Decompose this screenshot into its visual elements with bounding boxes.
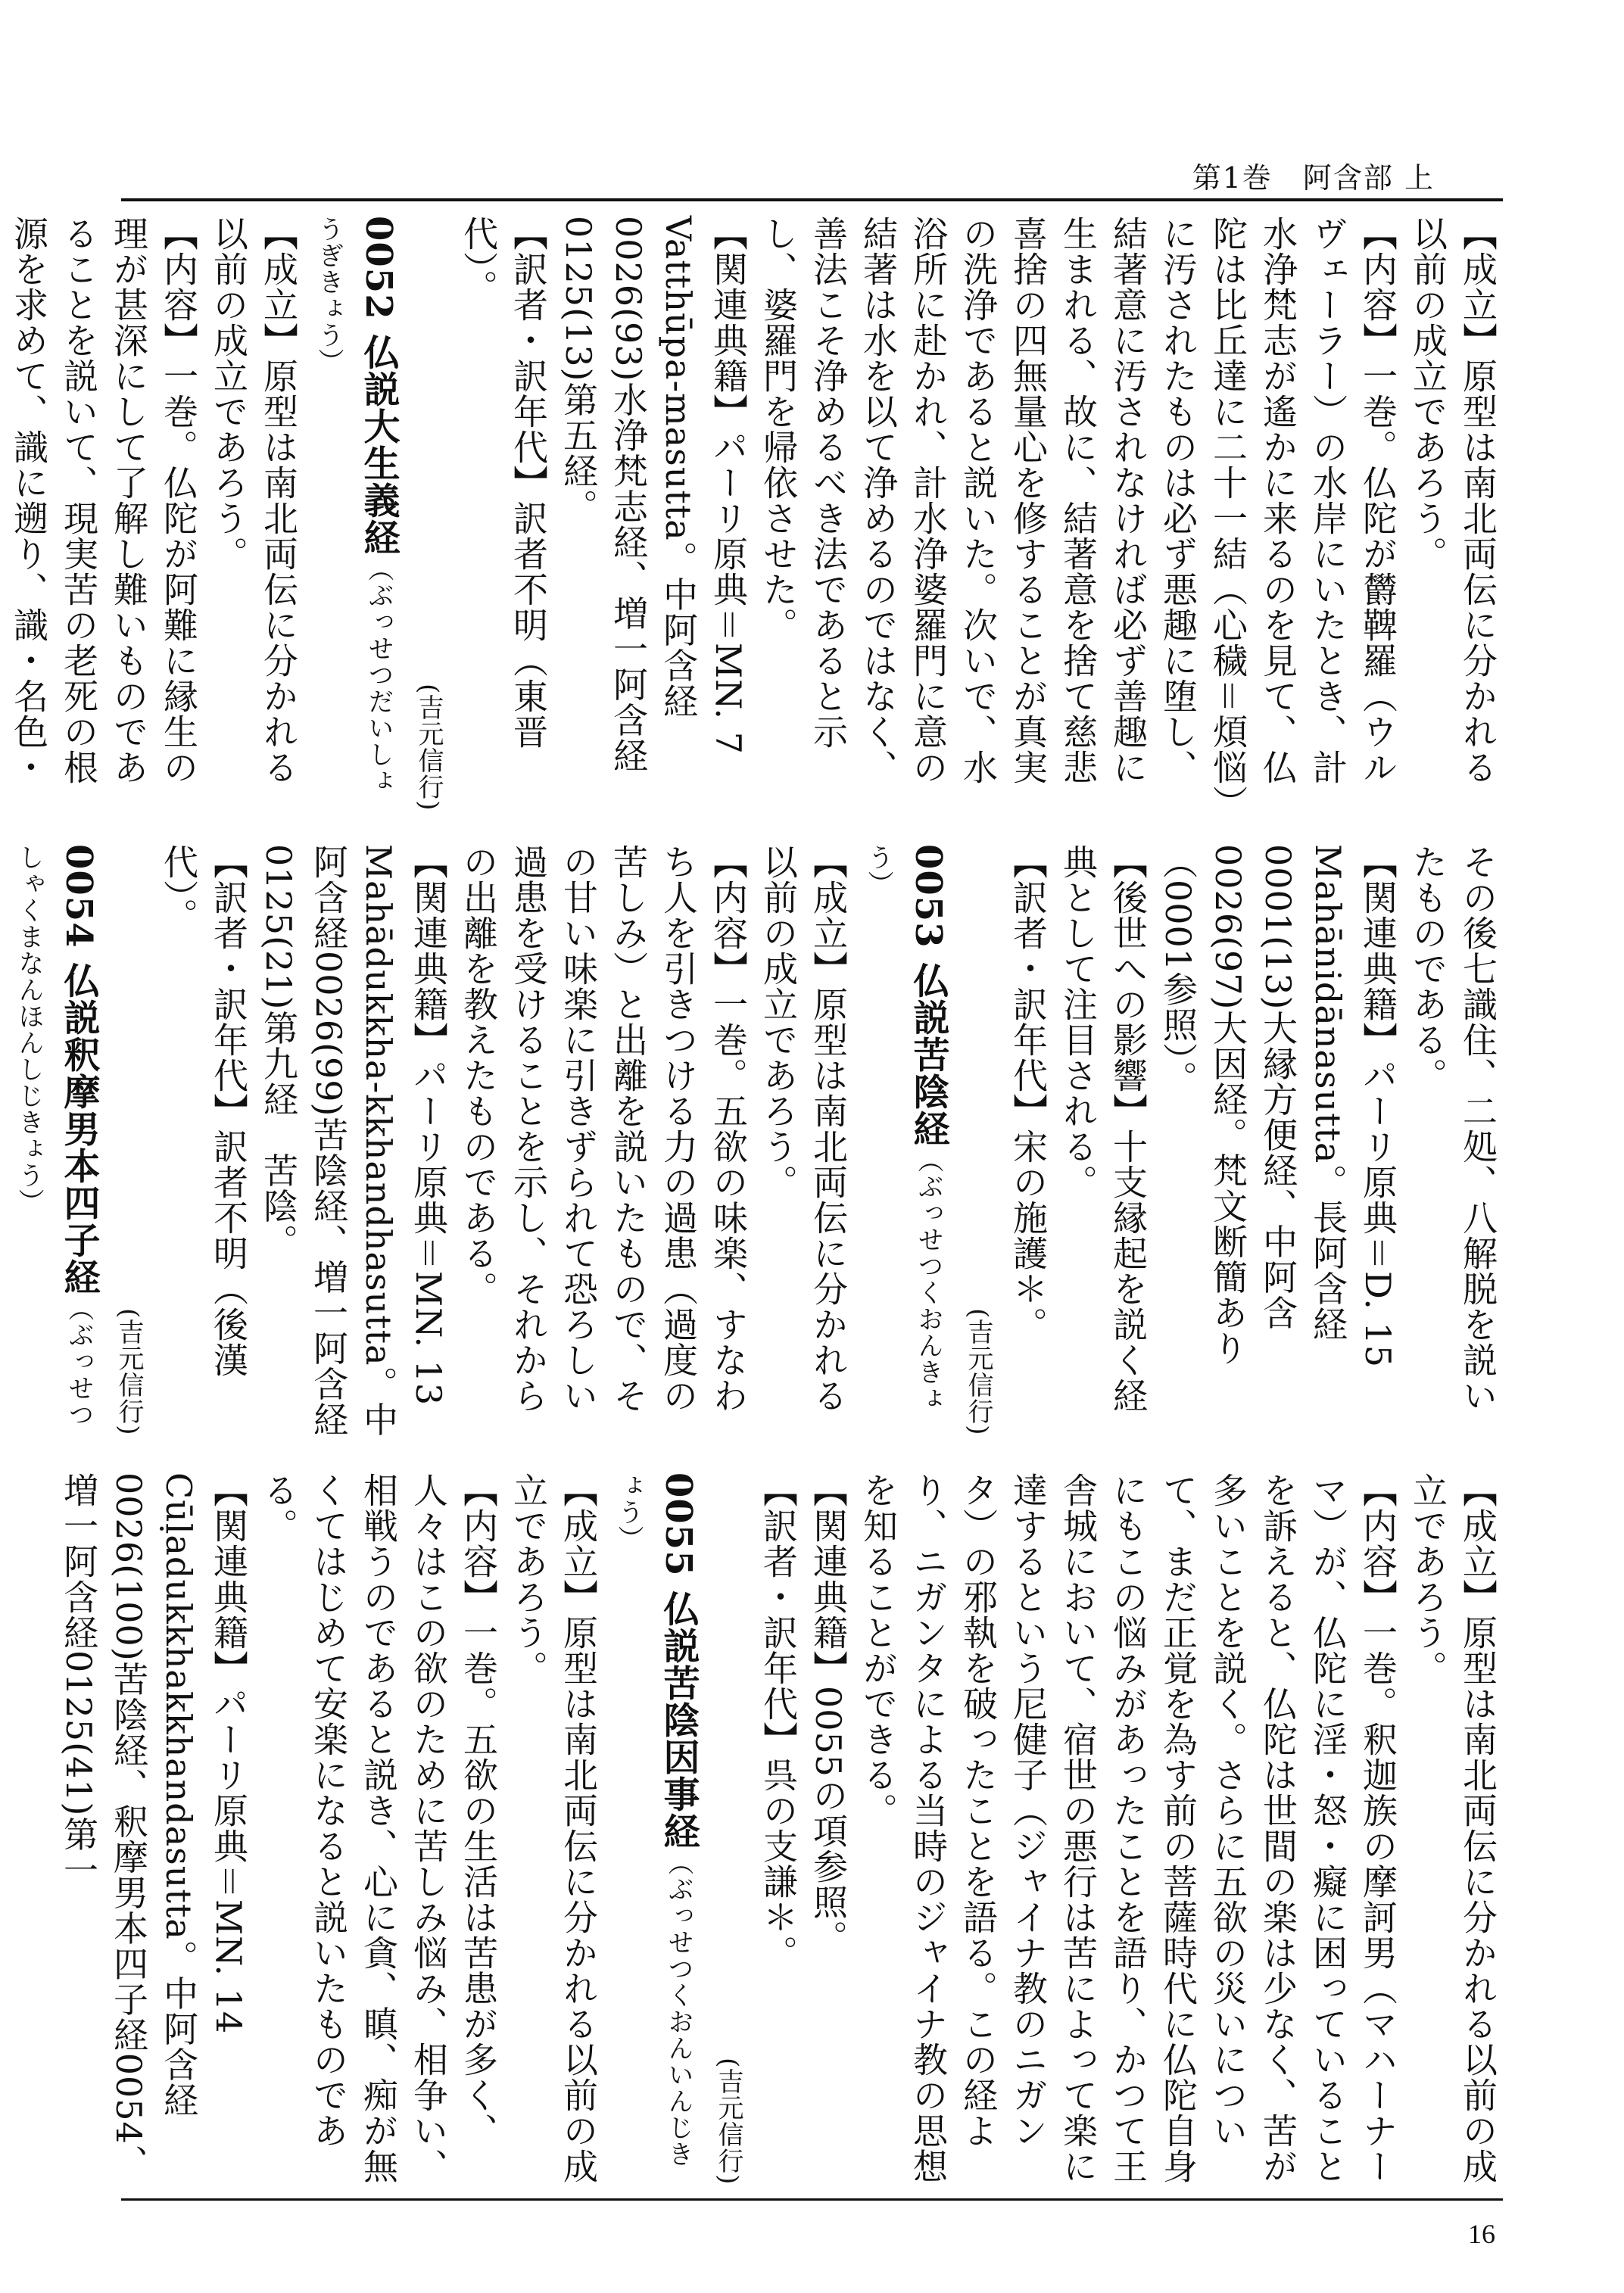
paragraph: 【内容】一巻。五欲の生活は苦患が多く、人々はこの欲のために苦しみ悩み、相争い、相戦うのであると説き、心に貪、瞋、痴が無くてはじめて安楽になると説いたものである。 <box>258 1472 499 2184</box>
entry-reading: （ぶっせつだいしょうぎきょう） <box>313 216 394 795</box>
entry-heading-0052 <box>304 216 404 818</box>
entry-title: 0055 仏説苦陰因事経 <box>657 1472 700 1850</box>
author-credit: (吉元信行) <box>413 684 444 812</box>
text-band-3 <box>58 1472 1503 2192</box>
entry-title: 0053 仏説苦陰経 <box>907 844 949 1148</box>
entry-heading-0054 <box>4 844 104 1442</box>
paragraph: 【関連典籍】パーリ原典＝MN. 13 Mahādukkha-kkhandhasutta。中阿含経0026(99)苦陰経、増一阿含経0125(21)第九経 苦陰。 <box>258 844 449 1438</box>
entry-reading: （ぶっせつしゃくまなんほんしじきょう） <box>14 844 94 1428</box>
paragraph: 【成立】原型は南北両伝に分かれる以前の成立であろう。 <box>508 1472 599 2184</box>
header-rule <box>121 198 1503 201</box>
paragraph: 【関連典籍】パーリ原典＝MN. 14 Cūḷadukkhakkhandasutta。中阿含経0026(100)苦陰経、釈摩男本四子経0054、増一阿含経0125(41)第一 <box>58 1472 249 2180</box>
page-number: 16 <box>1468 2219 1495 2249</box>
vertical-text-band-1 <box>8 216 1503 818</box>
paragraph: 【訳者・訳年代】訳者不明（後漢代）。 <box>158 844 249 1378</box>
paragraph: 【内容】一巻。釈迦族の摩訶男（マハーナーマ）が、仏陀に淫・怒・癡に困っていることを訴えると、仏陀は世間の楽は少なく、苦が多いことを説く。さらに五欲の災いについて、まだ正覚を為す前の菩薩時代に仏陀自身にもこの悩みがあったことを語り、かつて王舎城において、宿世の悪行は苦によって楽に達するという尼健子（ジャイナ教のニガンタ）の邪執を破ったことを語る。この経より、ニガンタによる当時のジャイナ教の思想を知ることができる。 <box>858 1472 1398 2184</box>
author-credit: (吉元信行) <box>114 1308 144 1436</box>
text-band-2 <box>14 844 1503 1442</box>
author-credit: (吉元信行) <box>963 1308 993 1436</box>
vertical-text-band-3 <box>58 1472 1503 2192</box>
entry-reading: （ぶっせつくおんいんじきょう） <box>613 1472 694 2168</box>
entry-heading-0055 <box>603 1472 703 2192</box>
entry-title: 0052 仏説大生義経 <box>357 216 400 556</box>
paragraph: 【関連典籍】パーリ原典＝MN. 7 Vatthūpa-masutta。中阿含経0026(93)水浄梵志経、増一阿含経0125(13)第五経。 <box>558 216 749 774</box>
paragraph: 【内容】一巻。五欲の味楽、すなわち人を引きつける力の過患（過度の苦しみ）と出離を説いたもので、その甘い味楽に引きずられて恐ろしい過患を受けることを示し、それからの出離を教えたものである。 <box>458 844 749 1413</box>
paragraph: 【訳者・訳年代】宋の施護＊。 <box>1008 844 1049 1342</box>
paragraph: 【訳者・訳年代】訳者不明（東晋代）。 <box>458 216 549 749</box>
entry-heading-0053 <box>853 844 953 1442</box>
paragraph: 【訳者・訳年代】呉の支謙＊。 <box>758 1472 799 1971</box>
paragraph: 【関連典籍】0055の項参照。 <box>808 1472 849 1956</box>
paragraph: 【成立】原型は南北両伝に分かれる以前の成立であろう。 <box>1407 1472 1498 2184</box>
paragraph: その後七識住、二処、八解脱を説いたものである。 <box>1407 844 1498 1413</box>
paragraph <box>0 844 4 1442</box>
paragraph: 【成立】原型は南北両伝に分かれる以前の成立であろう。 <box>1407 216 1498 785</box>
paragraph: 【関連典籍】パーリ原典＝D. 15 Mahānidānasutta。長阿含経0001(13)大縁方便経、中阿含0026(97)大因経。梵文断簡あり（0001参照）。 <box>1158 844 1398 1369</box>
paragraph: 【後世への影響】十支縁起を説く経典として注目される。 <box>1058 844 1149 1413</box>
paragraph: 【内容】一巻。仏陀が欝鞞羅（ウルヴェーラー）の水岸にいたとき、計水浄梵志が遙かに来るのを見て、仏陀は比丘達に二十一結（心穢＝煩悩）に汚されたものは必ず悪趣に堕し、結著意に汚されなければ必ず善趣に生まれる、故に、結著意を捨て慈悲喜捨の四無量心を修することが真実の洗浄であると説いた。次いで、水浴所に赴かれ、計水浄婆羅門に意の結著は水を以て浄めるのではなく、善法こそ浄めるべき法であると示し、婆羅門を帰依させた。 <box>758 216 1398 803</box>
running-header: 第1巻 阿含部 上 <box>1192 161 1435 195</box>
entry-title: 0054 仏説釈摩男本四子経 <box>58 844 100 1296</box>
paragraph: 【成立】原型は南北両伝に分かれる以前の成立であろう。 <box>208 216 299 785</box>
text-band-1 <box>8 216 1503 818</box>
vertical-text-band-2 <box>14 844 1503 1442</box>
paragraph: 【成立】原型は南北両伝に分かれる以前の成立であろう。 <box>758 844 849 1413</box>
paragraph: 【内容】一巻。仏陀が阿難に縁生の理が甚深にして了解し難いものであることを説いて、現実苦の老死の根源を求めて、識に遡り、識・名色・ <box>8 216 199 785</box>
entry-reading: （ぶっせつくおんきょう） <box>863 844 943 1413</box>
author-credit: (吉元信行) <box>713 2058 743 2186</box>
footer-rule <box>121 2198 1503 2201</box>
